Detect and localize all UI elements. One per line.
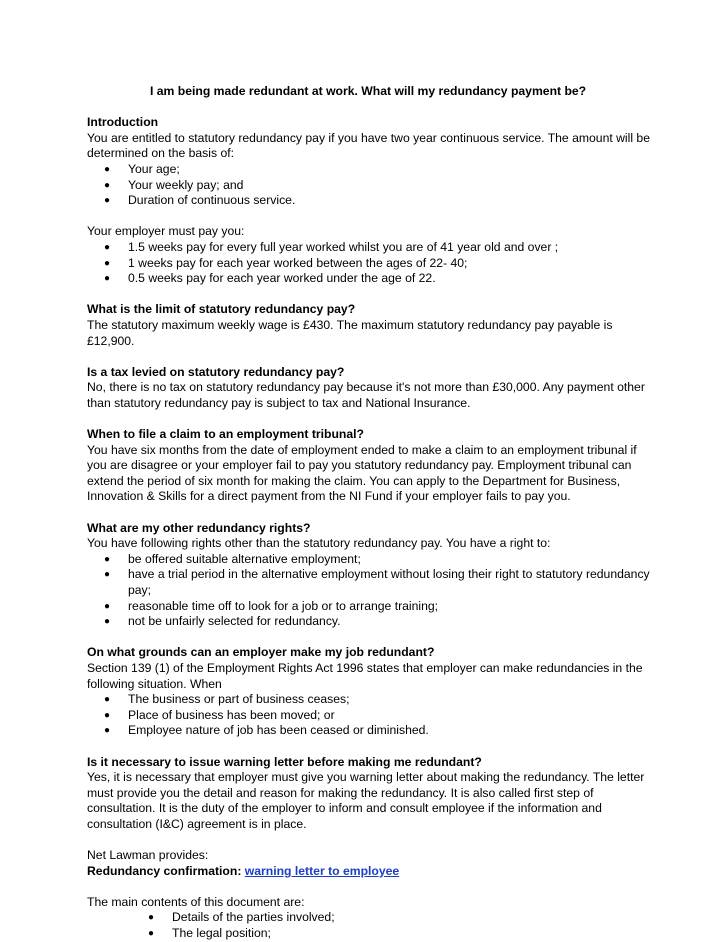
bullet-icon: ● xyxy=(104,600,111,612)
list-item: ● Place of business has been moved; or xyxy=(104,707,335,722)
warning-letter-link[interactable]: warning letter to employee xyxy=(244,863,400,878)
list-item: ● not be unfairly selected for redundancy. xyxy=(104,614,341,629)
list-item: ● Your weekly pay; and xyxy=(104,177,244,192)
list-item: ● Duration of continuous service. xyxy=(104,193,296,208)
bullet-icon: ● xyxy=(148,912,155,924)
tax-section xyxy=(87,365,657,412)
grounds-section xyxy=(87,645,657,739)
employer-pay-list xyxy=(87,240,657,287)
bullet-icon: ● xyxy=(104,694,111,706)
provides-line: Net Lawman provides: xyxy=(87,848,209,863)
tax-heading: Is a tax levied on statutory redundancy pay? xyxy=(87,364,345,379)
employer-pay-section xyxy=(87,224,657,286)
bullet-icon: ● xyxy=(104,709,111,721)
warning-heading: Is it necessary to issue warning letter before making me redundant? xyxy=(87,754,482,769)
tribunal-text: You have six months from the date of employment ended to make a claim to an employment tribunal if you are disagree or your employer fail to pay you statutory redundancy pay. Employment tribunal can extend the period of six month for making the claim. You can apply to the Department for Business, Innovation & Skills for a direct payment from the NI Fund if your employer fails to pay you. xyxy=(87,442,637,504)
document-page xyxy=(87,84,657,942)
list-item: ● 0.5 weeks pay for each year worked under the age of 22. xyxy=(104,271,436,286)
list-item: ● The legal position; xyxy=(148,926,271,941)
rights-text: You have following rights other than the statutory redundancy pay. You have a right to: xyxy=(87,536,551,551)
limit-text: The statutory maximum weekly wage is £430. The maximum statutory redundancy pay payable is £12,900. xyxy=(87,317,613,348)
bullet-icon: ● xyxy=(104,179,111,191)
provides-section xyxy=(87,848,657,879)
bullet-icon: ● xyxy=(104,195,111,207)
bullet-icon: ● xyxy=(104,163,111,175)
list-item: ● Your age; xyxy=(104,161,180,176)
contents-text: The main contents of this document are: xyxy=(87,894,305,909)
intro-section xyxy=(87,115,657,209)
bullet-icon: ● xyxy=(104,241,111,253)
intro-text: You are entitled to statutory redundancy pay if you have two year continuous service. The amount will be determined on the basis of: xyxy=(87,130,650,161)
list-item: ● 1.5 weeks pay for every full year worked whilst you are of 41 year old and over ; xyxy=(104,239,559,254)
list-item: ● have a trial period in the alternative employment without losing their right to statutory redundancy pay; xyxy=(104,567,650,597)
rights-heading: What are my other redundancy rights? xyxy=(87,520,311,535)
rights-section xyxy=(87,521,657,630)
contents-list xyxy=(87,910,657,941)
warning-section xyxy=(87,755,657,833)
limit-heading: What is the limit of statutory redundancy pay? xyxy=(87,302,356,317)
employer-pay-text: Your employer must pay you: xyxy=(87,224,245,239)
list-item: ● reasonable time off to look for a job or to arrange training; xyxy=(104,598,439,613)
bullet-icon: ● xyxy=(104,273,111,285)
tax-text: No, there is no tax on statutory redundancy pay because it's not more than £30,000. Any payment other than statutory redundancy pay is subject to tax and National Insurance. xyxy=(87,380,645,410)
limit-section xyxy=(87,302,657,349)
bullet-icon: ● xyxy=(148,928,155,940)
bullet-icon: ● xyxy=(104,553,111,565)
grounds-heading: On what grounds can an employer make my job redundant? xyxy=(87,645,435,660)
redundancy-confirmation xyxy=(87,864,657,880)
warning-text: Yes, it is necessary that employer must give you warning letter about making the redundancy. The letter must provide you the detail and reason for making the redundancy. It is also called first step of consultation. It is the duty of the employer to inform and consult employee if the information and consultation (I&C) agreement is in place. xyxy=(87,770,645,831)
intro-heading: Introduction xyxy=(87,115,159,130)
list-item: ● 1 weeks pay for each year worked between the ages of 22- 40; xyxy=(104,255,468,270)
list-item: ● Employee nature of job has been ceased or diminished. xyxy=(104,723,429,738)
grounds-text: Section 139 (1) of the Employment Rights Act 1996 states that employer can make redundancies in the following situation. When xyxy=(87,660,643,691)
list-item: ● The business or part of business ceases; xyxy=(104,692,350,707)
grounds-list xyxy=(87,692,657,739)
confirmation-label: Redundancy confirmation: xyxy=(87,863,245,878)
bullet-icon: ● xyxy=(104,569,111,581)
intro-list xyxy=(87,162,657,209)
list-item: ● be offered suitable alternative employment; xyxy=(104,551,361,566)
tribunal-section xyxy=(87,427,657,505)
list-item: ● Details of the parties involved; xyxy=(148,910,335,925)
bullet-icon: ● xyxy=(104,616,111,628)
bullet-icon: ● xyxy=(104,725,111,737)
contents-section xyxy=(87,895,657,942)
page-title: I am being made redundant at work. What will my redundancy payment be? xyxy=(150,84,587,98)
rights-list xyxy=(87,552,657,630)
tribunal-heading: When to file a claim to an employment tribunal? xyxy=(87,427,364,442)
bullet-icon: ● xyxy=(104,257,111,269)
